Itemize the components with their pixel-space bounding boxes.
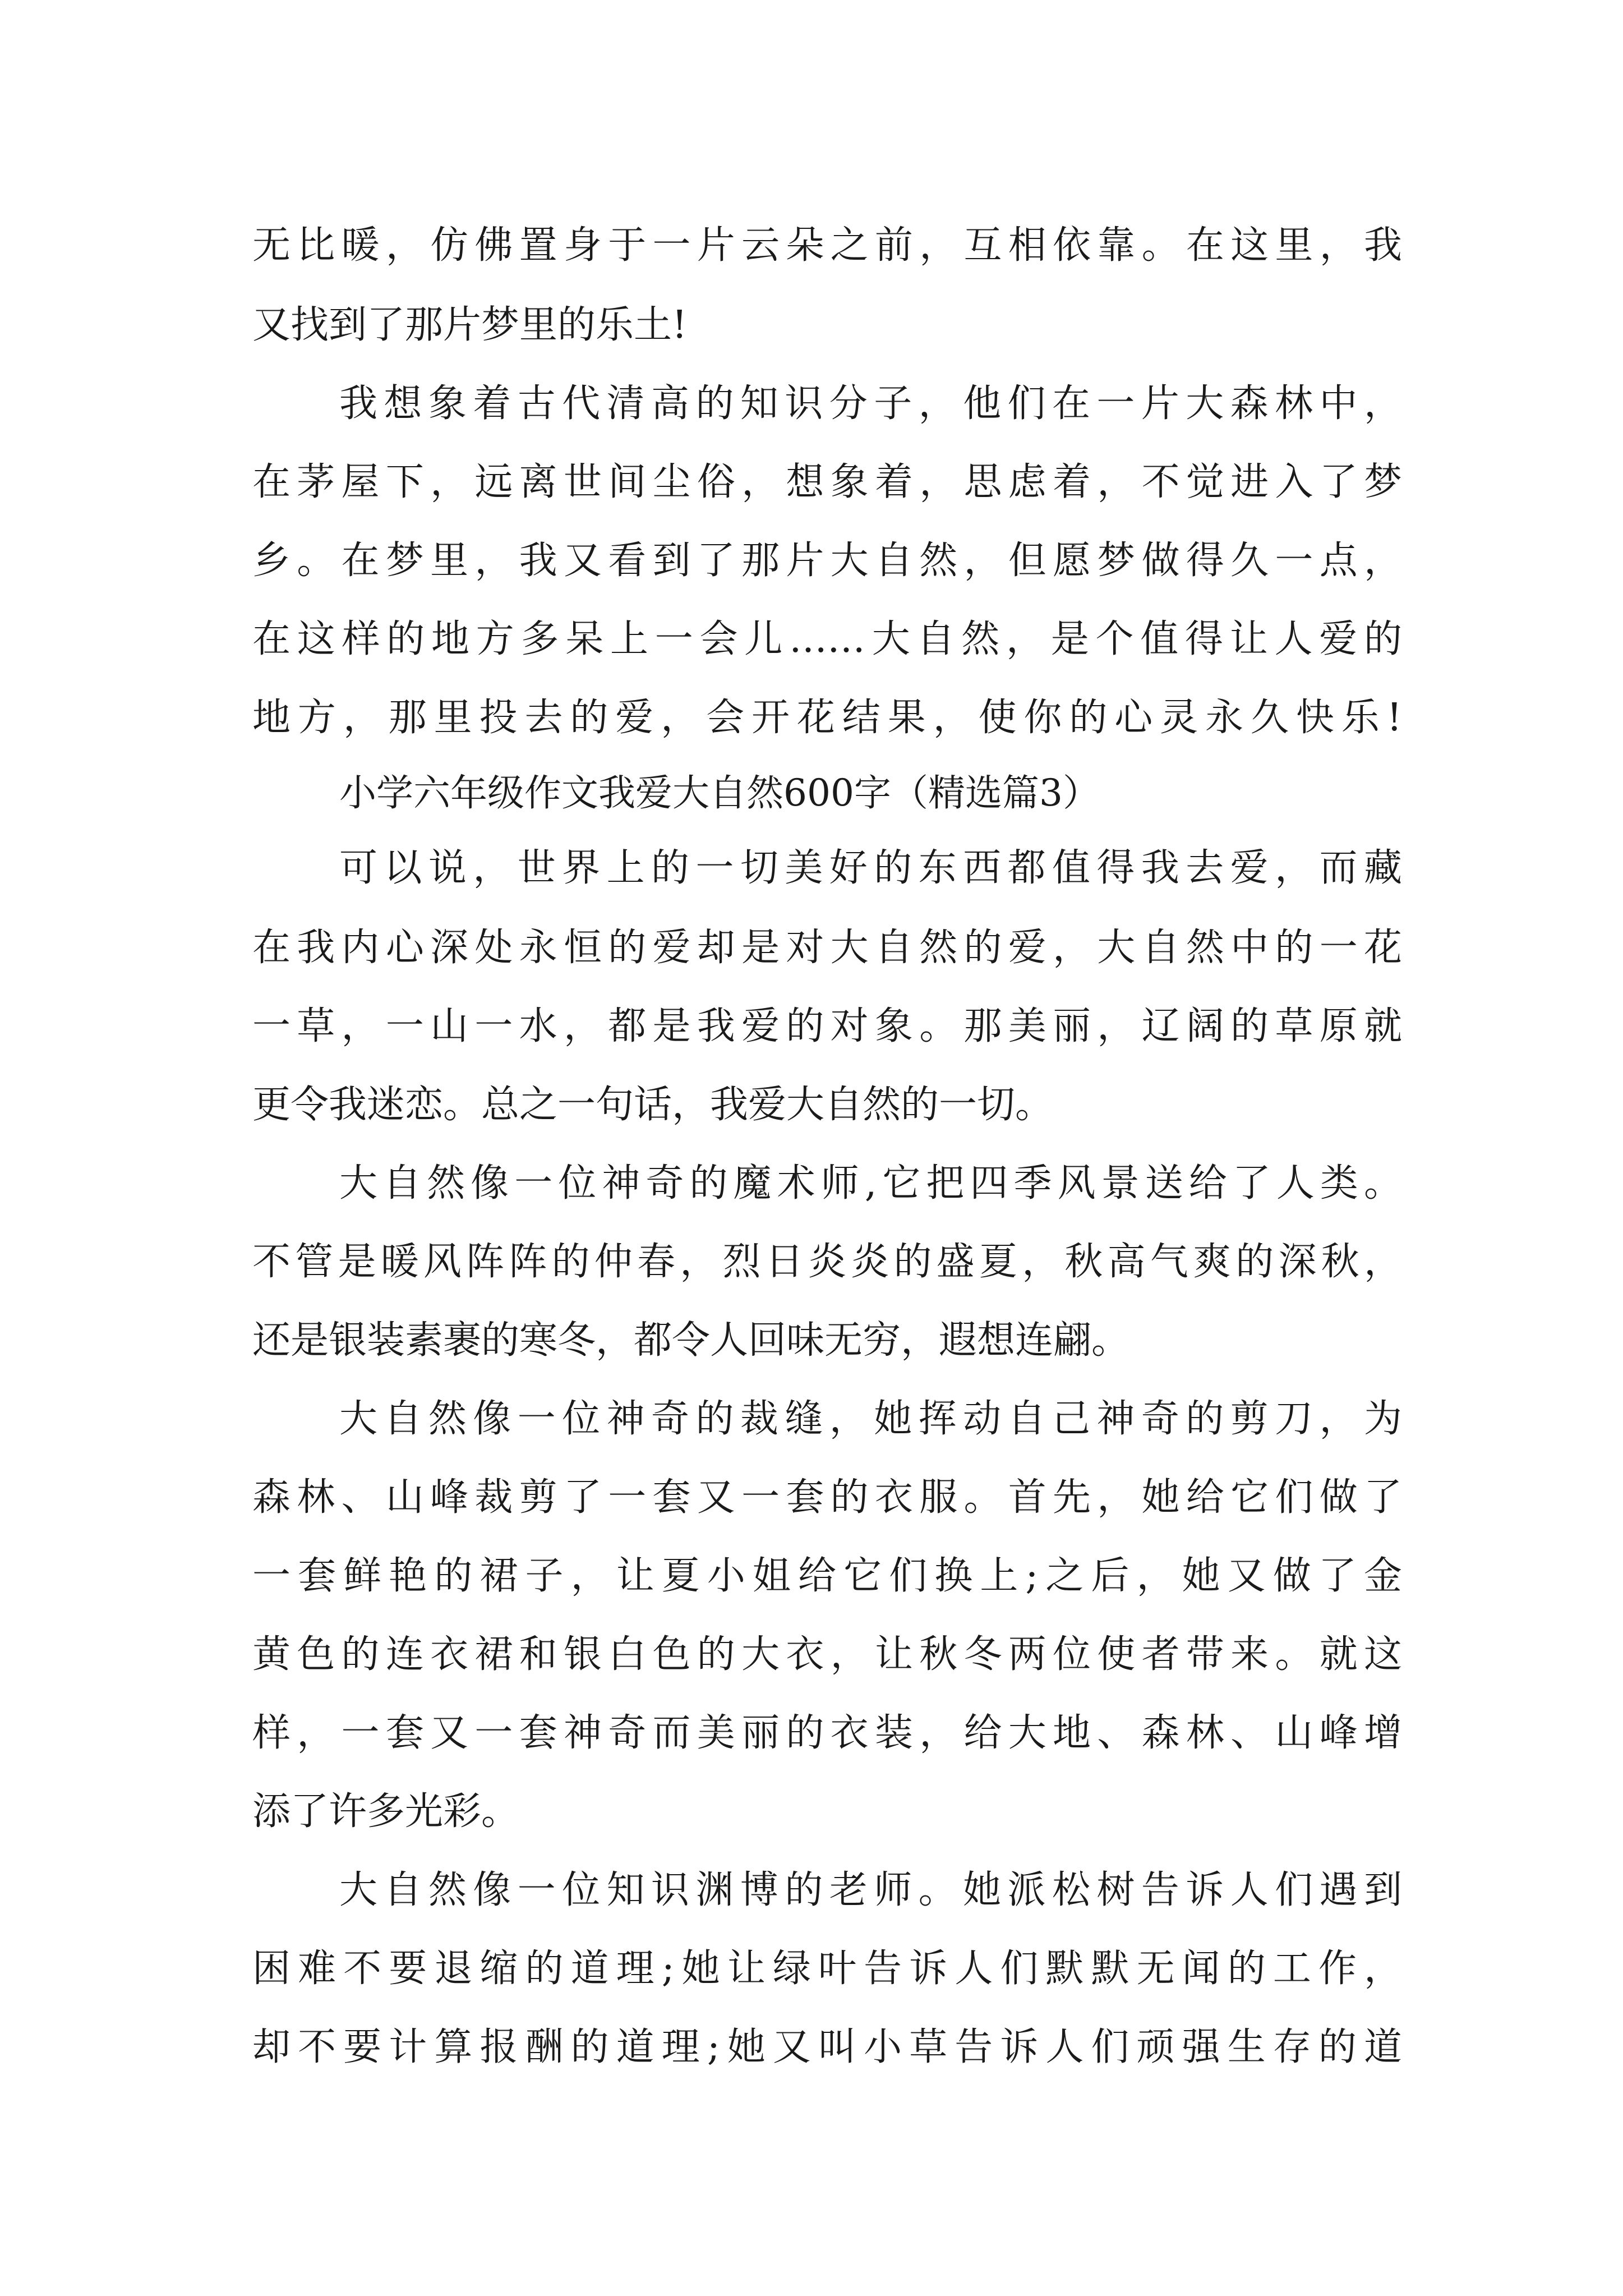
text-line: 在这样的地方多呆上一会儿……大自然，是个值得让人爱的 <box>252 617 1402 661</box>
text-line: 黄色的连衣裙和银白色的大衣，让秋冬两位使者带来。就这 <box>252 1632 1402 1677</box>
paragraph-start-line: 可以说，世界上的一切美好的东西都值得我去爱，而藏 <box>339 846 1402 890</box>
text-line: 又找到了那片梦里的乐土! <box>252 303 688 347</box>
paragraph-start-line: 我想象着古代清高的知识分子，他们在一片大森林中， <box>339 381 1402 426</box>
paragraph-start-line: 大自然像一位知识渊博的老师。她派松树告诉人们遇到 <box>339 1868 1402 1912</box>
paragraph-start-line: 大自然像一位神奇的裁缝，她挥动自己神奇的剪刀，为 <box>339 1397 1402 1441</box>
text-line: 无比暖，仿佛置身于一片云朵之前，互相依靠。在这里，我 <box>252 223 1402 268</box>
text-line: 困难不要退缩的道理;她让绿叶告诉人们默默无闻的工作， <box>252 1947 1402 1991</box>
section-heading: 小学六年级作文我爱大自然600字（精选篇3） <box>339 771 1100 815</box>
text-line: 还是银装素裹的寒冬，都令人回味无穷，遐想连翩。 <box>252 1318 1130 1363</box>
text-line: 不管是暖风阵阵的仲春，烈日炎炎的盛夏，秋高气爽的深秋， <box>252 1240 1402 1284</box>
text-line: 更令我迷恋。总之一句话，我爱大自然的一切。 <box>252 1083 1054 1127</box>
text-line: 乡。在梦里，我又看到了那片大自然，但愿梦做得久一点， <box>252 539 1402 583</box>
text-line: 添了许多光彩。 <box>252 1789 520 1834</box>
text-line: 一草，一山一水，都是我爱的对象。那美丽，辽阔的草原就 <box>252 1004 1402 1048</box>
text-line: 样，一套又一套神奇而美丽的衣装，给大地、森林、山峰增 <box>252 1711 1402 1755</box>
text-line: 在我内心深处永恒的爱却是对大自然的爱，大自然中的一花 <box>252 926 1402 970</box>
text-line: 一套鲜艳的裙子，让夏小姐给它们换上;之后，她又做了金 <box>252 1554 1402 1598</box>
paragraph-start-line: 大自然像一位神奇的魔术师,它把四季风景送给了人类。 <box>339 1161 1402 1205</box>
text-line: 地方，那里投去的爱，会开花结果，使你的心灵永久快乐! <box>252 696 1402 740</box>
text-line: 却不要计算报酬的道理;她又叫小草告诉人们顽强生存的道 <box>252 2025 1402 2069</box>
text-line: 森林、山峰裁剪了一套又一套的衣服。首先，她给它们做了 <box>252 1475 1402 1520</box>
text-line: 在茅屋下，远离世间尘俗，想象着，思虑着，不觉进入了梦 <box>252 460 1402 504</box>
